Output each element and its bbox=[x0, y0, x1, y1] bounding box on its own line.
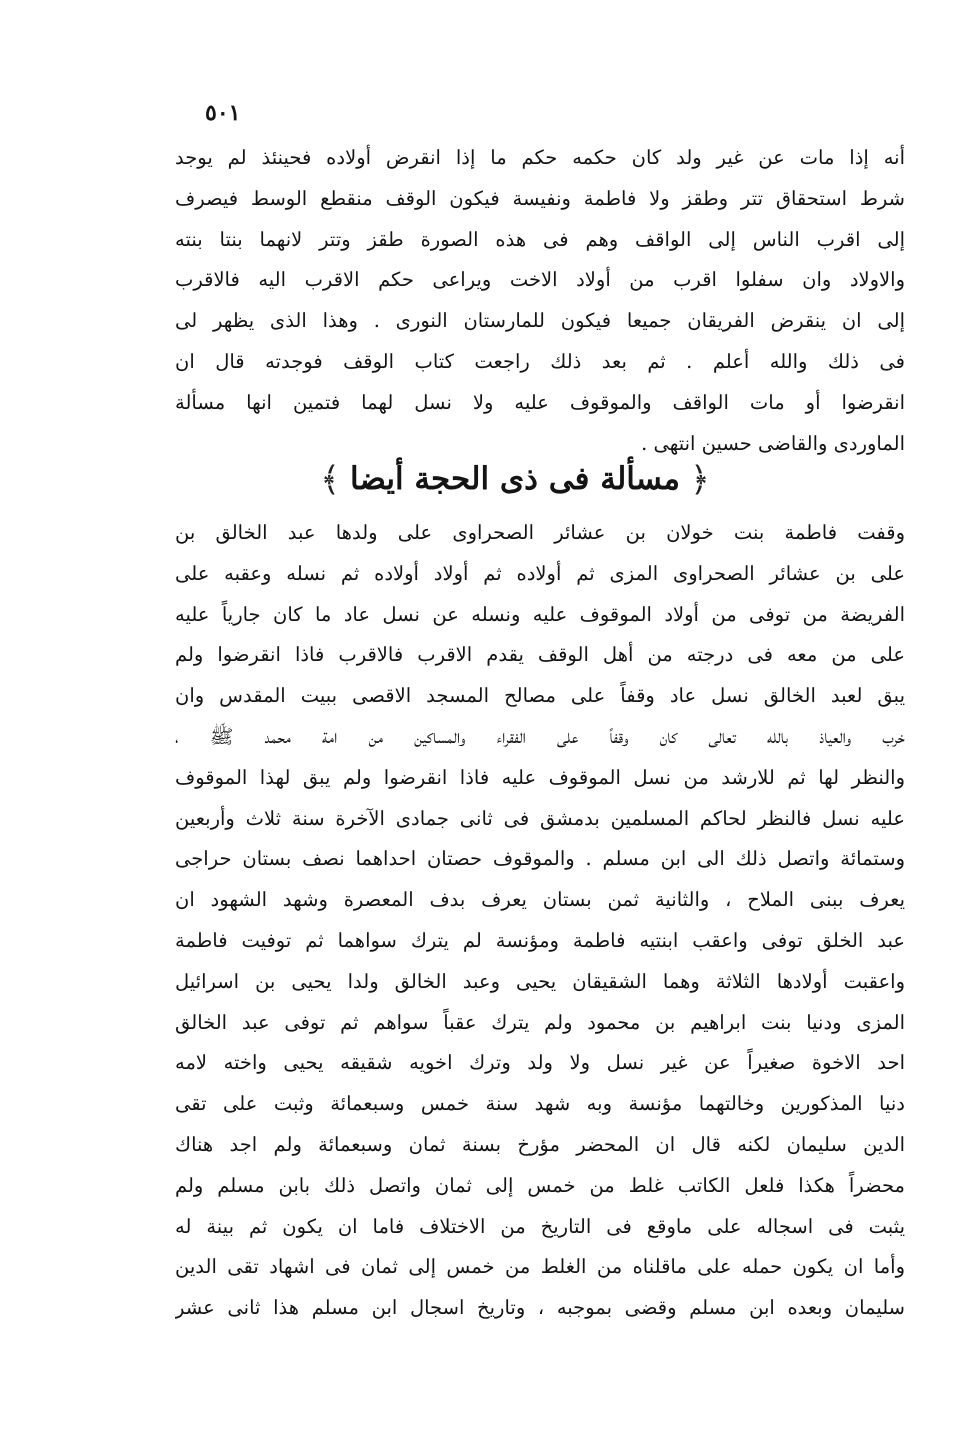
paragraph-1 bbox=[175, 138, 905, 464]
text-line: دنيا المذكورين وخالتهما مؤنسة وبه شهد سنة خمس وسبعمائة وثبت على تقى bbox=[175, 1092, 905, 1116]
text-line: الفريضة من توفى من أولاد الموقوف عليه ونسله عن نسل عاد ما كان جارياً عليه bbox=[175, 602, 905, 626]
text-line: أنه إذا مات عن غير ولد كان حكمه حكم ما إذا انقرض أولاده فحينئذ لم يوجد bbox=[175, 146, 905, 169]
text-line: على بن عشائر الصحراوى المزى ثم أولاده ثم أولاد أولاده ثم نسله وعقبه على bbox=[175, 561, 905, 585]
text-line: وقفت فاطمة بنت خولان بن عشائر الصحراوى على ولدها عبد الخالق بن bbox=[175, 521, 905, 544]
text-line: محضراً هكذا فلعل الكاتب غلط من خمس إلى ثمان واتصل ذلك بابن مسلم ولم bbox=[175, 1173, 905, 1197]
text-line: انقرضوا أو مات الواقف والموقوف عليه ولا نسل لهما فتمين انها مسألة bbox=[175, 390, 905, 414]
text-line: وستمائة واتصل ذلك الى ابن مسلم . والموقوف حصتان احداهما نصف بستان حراجى bbox=[175, 847, 905, 871]
text-line: إلى ان ينقرض الفريقان جميعا فيكون للمارستان النورى . وهذا الذى يظهر لى bbox=[175, 309, 905, 333]
text-line: واعقبت أولادها الثلاثة وهما الشقيقان يحيى وعبد الخالق ولدا يحيى بن اسرائيل bbox=[175, 969, 905, 993]
text-line: إلى اقرب الناس إلى الواقف وهم فى هذه الصورة طقز وتتر لانهما بنتا بنته bbox=[175, 227, 905, 251]
text-line: يعرف ببنى الملاح ، والثانية ثمن بستان يعرف بدف المعصرة وشهد الشهود ان bbox=[175, 888, 905, 912]
text-line: وأما ان يكون حمله على ماقلناه من الغلط من خمس إلى ثمان فى اشهاد تقى الدين bbox=[175, 1255, 905, 1279]
ornament-bracket-left: ﴾ bbox=[320, 459, 341, 500]
page-number: ٥٠١ bbox=[205, 100, 241, 126]
text-line: الماوردى والقاضى حسين انتهى . bbox=[641, 431, 905, 455]
section-heading: مسألة فى ذى الحجة أيضا bbox=[350, 461, 680, 497]
text-line: سليمان وبعده ابن مسلم وقضى بموجبه ، وتاريخ اسجال ابن مسلم هذا ثانى عشر bbox=[175, 1296, 905, 1320]
text-line: والنظر لها ثم للارشد من نسل الموقوف عليه فاذا انقرضوا ولم يبق لهذا الموقوف bbox=[175, 765, 905, 789]
text-line: يبق لعبد الخالق نسل عاد وقفاً على مصالح المسجد الاقصى ببيت المقدس وان bbox=[175, 684, 905, 708]
text-line: فى ذلك والله أعلم . ثم بعد ذلك راجعت كتاب الوقف فوجدته قال ان bbox=[175, 349, 905, 373]
text-line: خرب والعياذ بالله تعالى كان وقفاً على الفقراء والمساكين من امة محمد ﷺ ، bbox=[175, 724, 905, 748]
text-line: على من معه فى درجته من أهل الوقف يقدم الاقرب فالاقرب فاذا انقرضوا ولم bbox=[175, 643, 905, 667]
text-line: عبد الخلق توفى واعقب ابنتيه فاطمة ومؤنسة لم يترك سواهما ثم توفيت فاطمة bbox=[175, 928, 905, 952]
text-line: احد الاخوة صغيراً عن غير نسل ولا ولد وترك اخويه شقيقه يحيى واخته لامه bbox=[175, 1051, 905, 1075]
text-line: شرط استحقاق تتر وطقز ولا فاطمة ونفيسة فيكون الوقف منقطع الوسط فيصرف bbox=[175, 186, 905, 210]
text-line: عليه نسل فالنظر لحاكم المسلمين بدمشق فى ثانى جمادى الآخرة سنة ثلاث وأربعين bbox=[175, 806, 905, 830]
text-line: والاولاد وان سفلوا اقرب من أولاد الاخت ويراعى حكم الاقرب اليه فالاقرب bbox=[175, 268, 905, 292]
section-heading-frame bbox=[320, 448, 710, 510]
text-line: يثبت فى اسجاله على ماوقع فى التاريخ من الاختلاف فاما ان يكون ثم بينة له bbox=[175, 1214, 905, 1238]
text-line: الدين سليمان لكنه قال ان المحضر مؤرخ بسنة ثمان وسبعمائة ولم اجد هناك bbox=[175, 1132, 905, 1156]
paragraph-2 bbox=[175, 513, 905, 1329]
ornament-bracket-right: ﴿ bbox=[689, 459, 710, 500]
text-line: المزى ودنيا بنت ابراهيم بن محمود ولم يترك عقباً سواهم ثم توفى عبد الخالق bbox=[175, 1010, 905, 1034]
